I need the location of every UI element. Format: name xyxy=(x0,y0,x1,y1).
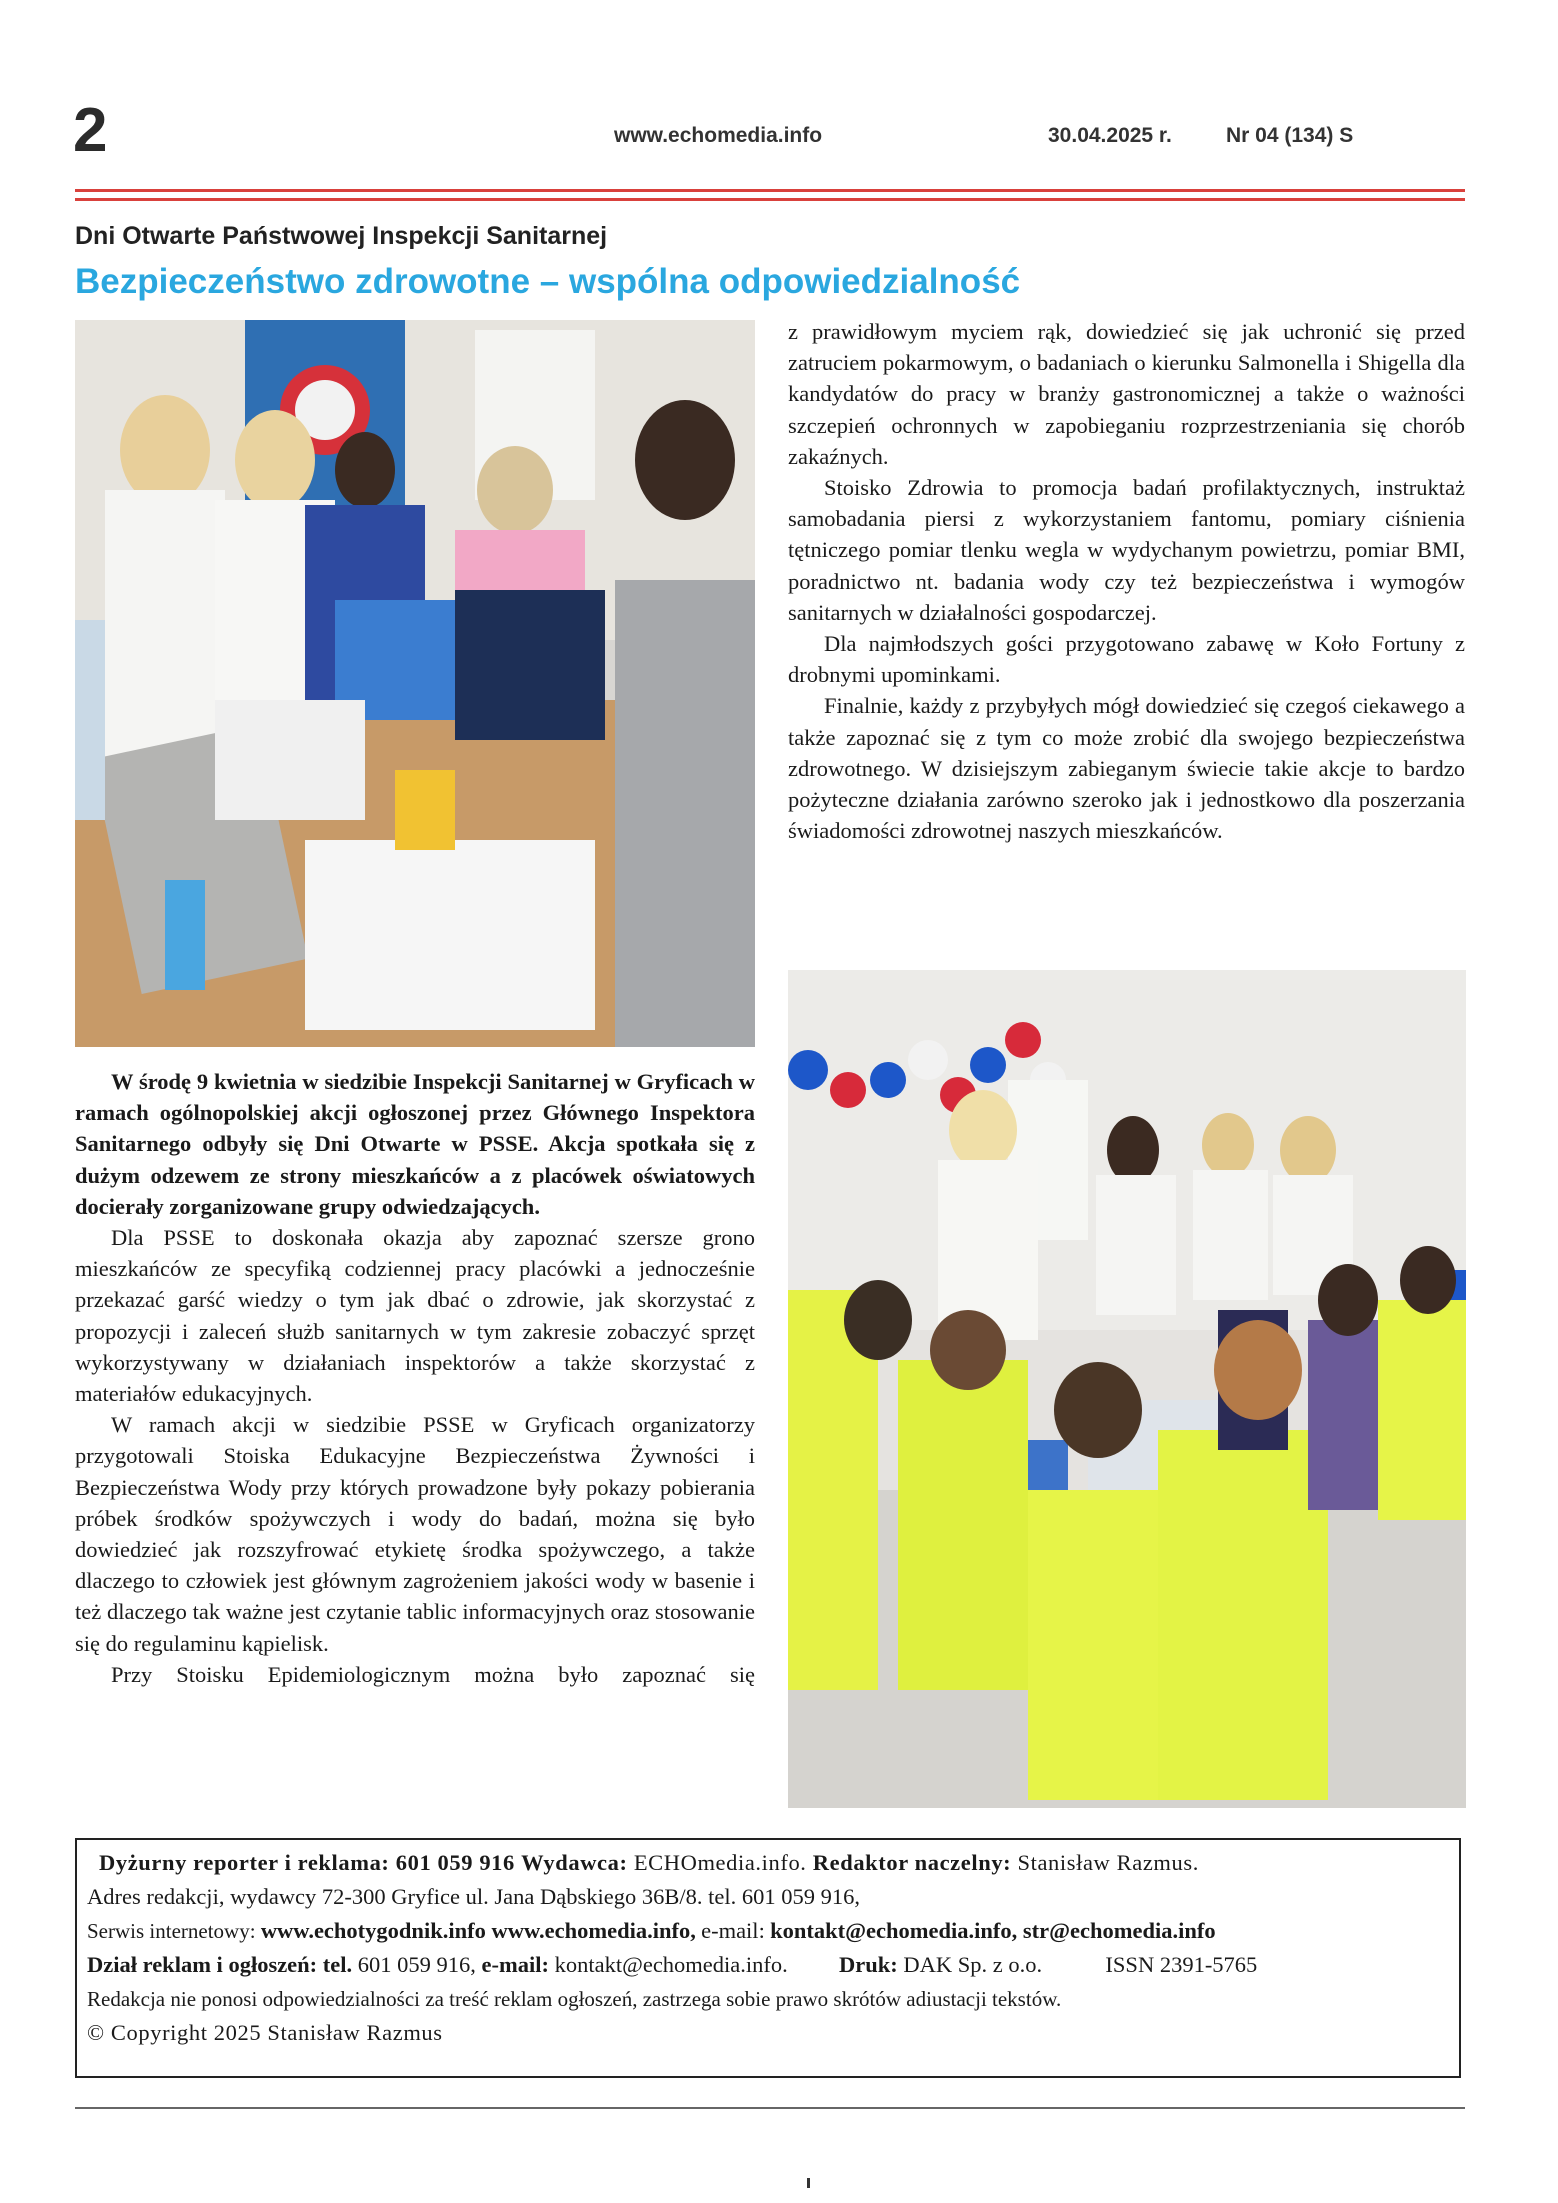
article-kicker: Dni Otwarte Państwowej Inspekcji Sanitarnej xyxy=(75,222,608,250)
header-issue: Nr 04 (134) S xyxy=(1226,124,1354,147)
imprint-services-values[interactable]: www.echotygodnik.info www.echomedia.info, xyxy=(260,1918,696,1943)
article-paragraph: Dla najmłodszych gości przygotowano zabawę w Koło Fortuny z drobnymi upominkami. xyxy=(788,631,1465,688)
article-paragraph: Przy Stoisku Epidemiologicznym można było zapoznać się xyxy=(111,1661,755,1687)
article-paragraph: z prawidłowym myciem rąk, dowiedzieć się jak uchronić się przed zatruciem pokarmowym, o badaniach o kierunku Salmonella i Shigella dla kandydatów do pracy w branży gastronomicznej a także o ważności szczepień ochronnych w zapobieganiu rozprzestrzeniania się chorób zakaźnych. xyxy=(788,319,1465,469)
imprint-ads-email[interactable]: kontakt@echomedia.info. xyxy=(554,1952,788,1977)
imprint-ads-label: Dział reklam i ogłoszeń: tel. xyxy=(87,1952,353,1977)
article-paragraph: Dla PSSE to doskonała okazja aby zapoznać szersze grono mieszkańców ze specyfiką codziennej pracy placówki a jednocześnie przekazać garść wiedzy o tym jak dbać o zdrowie, jak skorzystać z propozycji i zaleceń służb sanitarnych w tym zakresie zobaczyć sprzęt wykorzystywany w działaniach inspektorów a także skorzystać z materiałów edukacyjnych. xyxy=(75,1225,755,1407)
photo-preschool-group xyxy=(788,970,1466,1808)
article-paragraph: Stoisko Zdrowia to promocja badań profilaktycznych, instruktaż samobadania piersi z wykorzystaniem fantomu, pomiary ciśnienia tętniczego pomiar tlenku wegla w wydychanym powietrzu, pomiar BMI, poradnictwo nt. badania wody czy też bezpieczeństwa i wymogów sanitarnych w działalności gospodarczej. xyxy=(788,475,1465,625)
article-paragraph: W ramach akcji w siedzibie PSSE w Gryficach organizatorzy przygotowali Stoiska Edukacyjne Bezpieczeństwa Żywności i Bezpieczeństwa Wody przy których prowadzone były pokazy pobierania próbek środków spożywczych i wody do badań, można się było dowiedzieć jak rozszyfrować etykietę środka spożywczego, a także dlaczego to człowiek jest głównym zagrożeniem jakości wody w basenie i też dlaczego tak ważne jest czytanie tablic informacyjnych oraz stosowanie się do regulaminu kąpielisk. xyxy=(75,1412,755,1656)
footer-rule xyxy=(75,2107,1465,2109)
imprint-print-label: Druk: xyxy=(839,1952,898,1977)
article-paragraph: Finalnie, każdy z przybyłych mógł dowiedzieć się czegoś ciekawego a także zapoznać się z tym co może zrobić dla swojego bezpieczeństwa zdrowotnego. W dzisiejszym zabieganym świecie takie akcje to bardzo pożyteczne działania zarówno szeroko jak i jednostkowo dla poszerzania świadomości zdrowotnej naszych mieszkańców. xyxy=(788,693,1465,844)
imprint-publisher-label: Wydawca: xyxy=(521,1850,628,1875)
article-lead: W środę 9 kwietnia w siedzibie Inspekcji Sanitarnej w Gryficach w ramach ogólnopolskiej akcji ogłoszonej przez Głównego Inspektora Sanitarnego odbyły się Dni Otwarte w PSSE. Akcja spotkała się z dużym odzewem ze strony mieszkańców a z placówek oświatowych docierały zorganizowane grupy odwiedzających. xyxy=(75,1069,755,1219)
imprint-services-label: Serwis internetowy: xyxy=(87,1919,256,1943)
imprint-disclaimer: Redakcja nie ponosi odpowiedzialności za treść reklam ogłoszeń, zastrzega sobie prawo skrótów adiustacji tekstów. xyxy=(87,1987,1062,2011)
imprint-editor-value: Stanisław Razmus. xyxy=(1017,1850,1199,1875)
photo-inspection-stand xyxy=(75,320,755,1047)
imprint-address: Adres redakcji, wydawcy 72-300 Gryfice ul. Jana Dąbskiego 36B/8. tel. 601 059 916, xyxy=(87,1884,860,1909)
imprint-duty-label: Dyżurny reporter i reklama: xyxy=(99,1850,390,1875)
imprint-editor-label: Redaktor naczelny: xyxy=(812,1850,1012,1875)
imprint-email-values[interactable]: kontakt@echomedia.info, str@echomedia.info xyxy=(770,1918,1216,1943)
imprint-publisher-value: ECHOmedia.info. xyxy=(633,1850,807,1875)
imprint-box xyxy=(75,1838,1461,2078)
header-rule xyxy=(75,189,1465,192)
article-left-column xyxy=(75,1066,755,1690)
article-headline: Bezpieczeństwo zdrowotne – wspólna odpowiedzialność xyxy=(75,262,1021,301)
page-mark xyxy=(807,2178,810,2188)
imprint-email-label: e-mail: xyxy=(701,1918,765,1943)
imprint-ads-phone: 601 059 916, xyxy=(357,1952,476,1977)
header-website: www.echomedia.info xyxy=(614,124,823,147)
header-date: 30.04.2025 r. xyxy=(1048,124,1172,147)
header-rule xyxy=(75,198,1465,201)
imprint-copyright: © Copyright 2025 Stanisław Razmus xyxy=(87,2020,443,2045)
imprint-issn: ISSN 2391-5765 xyxy=(1105,1952,1258,1977)
imprint-ads-email-label: e-mail: xyxy=(481,1952,549,1977)
page-number: 2 xyxy=(73,96,108,165)
article-right-column xyxy=(788,316,1465,846)
imprint-duty-phone: 601 059 916 xyxy=(395,1850,515,1875)
imprint-print-value: DAK Sp. z o.o. xyxy=(903,1952,1043,1977)
